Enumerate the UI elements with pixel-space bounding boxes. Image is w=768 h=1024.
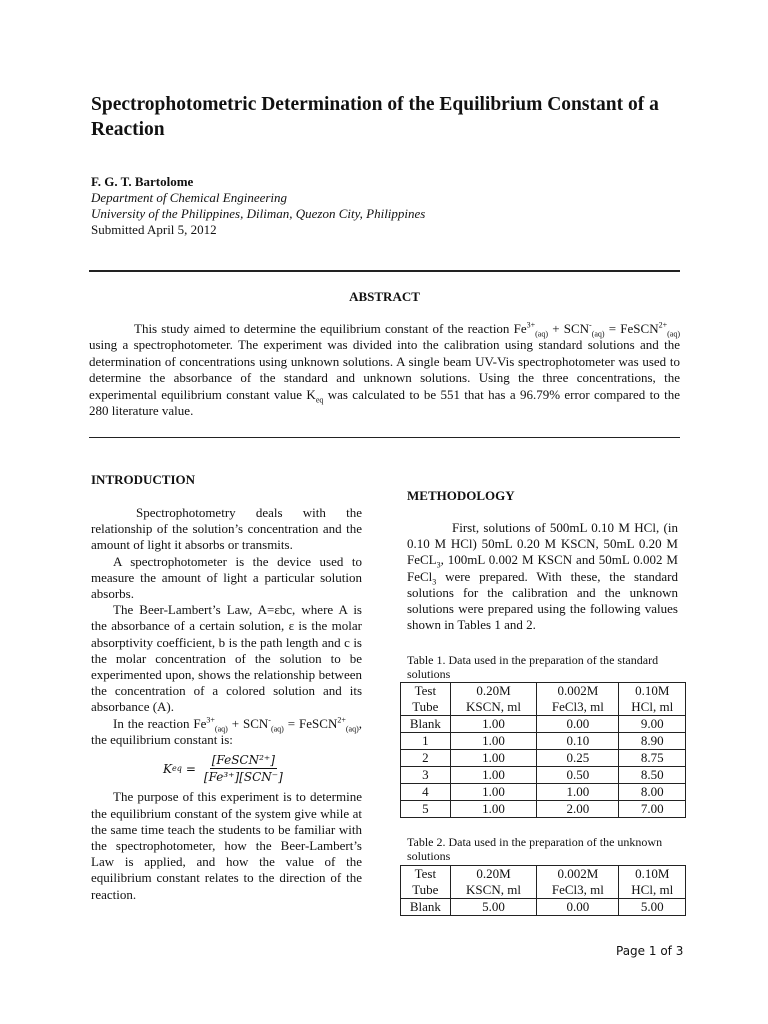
page-number: Page 1 of 3 <box>616 944 684 958</box>
table-header-cell: 0.002M FeCl3, ml <box>537 683 619 716</box>
table-row: 5 1.00 2.00 7.00 <box>401 801 686 818</box>
bottom-divider <box>89 437 680 438</box>
abstract-body: This study aimed to determine the equilibrium constant of the reaction $Fe^{3+}_{(aq)} + SCN^-_{(aq)}$ = FeSCN$^{2+}_{(aq)}$ using a spectrophotometer. The experiment was divided into the calibration using standard solutions and the determination of concentrations using unknown solutions. A single beam UV-Vis spectrophotometer was used to determine the absorbance of the standard and unknown solutions. Using the three concentrations, the experimental equilibrium constant value $K_{eq}$ was calculated to be 551 that has a 96.79% error compared to the 280 literature value. <box>89 320 680 419</box>
table-header-cell: Test Tube <box>401 683 451 716</box>
intro-paragraph: In the reaction $Fe^{3+}_{(aq)} + SCN^-_{(aq)}$ = FeSCN$^{2+}_{(aq)}$, the equilibrium constant is: <box>91 715 363 747</box>
table2 <box>400 865 686 916</box>
introduction-heading: INTRODUCTION <box>91 472 196 487</box>
table2-caption: Table 2. Data used in the preparation of the unknown solutions <box>407 835 663 863</box>
equation-denominator: [Fe³⁺][SCN⁻] <box>203 770 283 785</box>
intro-paragraph: A spectrophotometer is the device used to measure the amount of light a particular solution absorbs. <box>91 553 362 602</box>
paper-title: Spectrophotometric Determination of the Equilibrium Constant of a Reaction <box>91 94 659 140</box>
table1 <box>400 682 686 818</box>
methodology-body: First, solutions of 500mL 0.10 M HCl, (in 0.10 M HCl) 50mL 0.20 M KSCN, 50mL 0.20 M FeCL$_3$, 100mL 0.002 M KSCN and 50mL 0.002 M FeCl$_3$ were prepared. With these, the standard solutions for the calibration and the unknown solutions were prepared using the following values shown in Tables 1 and 2. <box>407 520 678 633</box>
table-header-cell: Test Tube <box>401 866 451 899</box>
table-row: Blank 1.00 0.00 9.00 <box>401 716 686 733</box>
table-header-cell: 0.10M HCl, ml <box>619 866 686 899</box>
methodology-heading: METHODOLOGY <box>407 488 515 503</box>
intro-paragraph: Spectrophotometry deals with the relationship of the solution’s concentration and the amount of light it absorbs or transmits. <box>91 505 362 553</box>
intro-paragraph: The Beer-Lambert’s Law, A=ɛbc, where A is the absorbance of a certain solution, ɛ is the molar absorptivity coefficient, b is the path length and c is the molar concentration of the solution to be experimented upon, shows the relationship between the concentration of a colored solution and its absorbance (A). <box>91 602 362 715</box>
table-header-cell: 0.002M FeCl3, ml <box>537 866 619 899</box>
submitted-date: Submitted April 5, 2012 <box>91 222 217 237</box>
table-row: 2 1.00 0.25 8.75 <box>401 750 686 767</box>
top-divider <box>89 270 680 272</box>
equilibrium-equation: K eq = $\frac{\text{[FeSCN²⁺]}}{\text{[Fe³⁺][SCN⁻]}}$ <box>163 753 283 785</box>
author-university: University of the Philippines, Diliman, Quezon City, Philippines <box>91 206 426 221</box>
author-name: F. G. T. Bartolome <box>91 174 194 189</box>
introduction-body <box>91 505 362 903</box>
abstract-heading: ABSTRACT <box>349 289 420 304</box>
intro-paragraph: The purpose of this experiment is to determine the equilibrium constant of the system give while at the same time teach the students to be familiar with the spectrophotometer, how the Beer-Lambert’s Law is applied, and how the value of the equilibrium constant relates to the direction of the reaction. <box>91 789 362 902</box>
table1-caption: Table 1. Data used in the preparation of the standard solutions <box>407 653 659 681</box>
equation-numerator: [FeSCN²⁺] <box>210 752 277 769</box>
table-header-cell: 0.20M KSCN, ml <box>450 683 537 716</box>
table-row: Blank 5.00 0.00 5.00 <box>401 899 686 916</box>
table-row: 4 1.00 1.00 8.00 <box>401 784 686 801</box>
author-department: Department of Chemical Engineering <box>91 190 288 205</box>
table-row: 1 1.00 0.10 8.90 <box>401 733 686 750</box>
table-header-cell: 0.20M KSCN, ml <box>450 866 537 899</box>
table-header-cell: 0.10M HCl, ml <box>619 683 686 716</box>
table-row: 3 1.00 0.50 8.50 <box>401 767 686 784</box>
